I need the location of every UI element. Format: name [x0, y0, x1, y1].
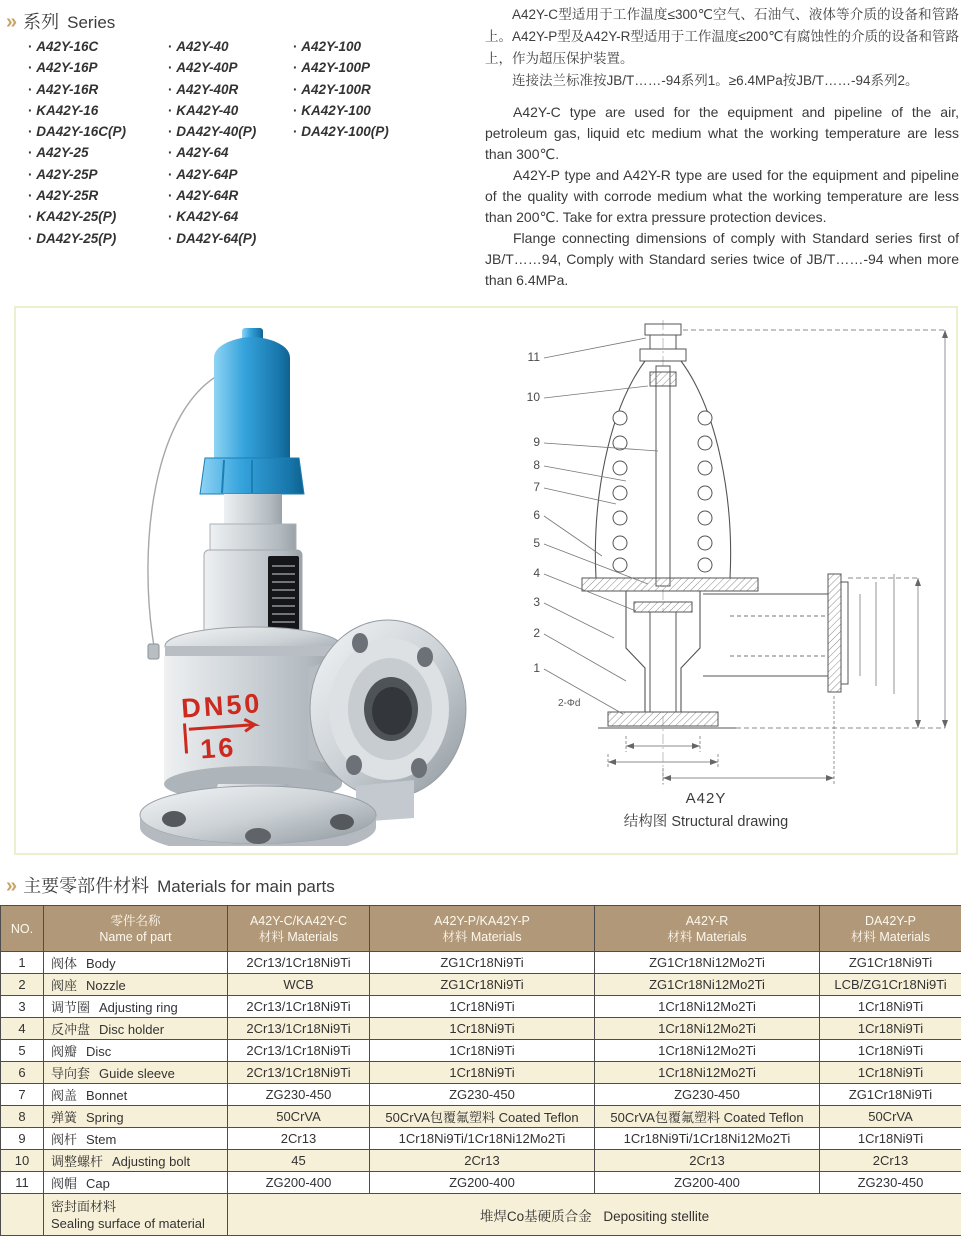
cell-name	[44, 1150, 228, 1172]
model-item: · DA42Y-64(P)	[168, 228, 256, 249]
part-name-en: Disc holder	[99, 1022, 165, 1037]
desc-en-paragraph-3: Flange connecting dimensions of comply with Standard series first of JB/T……94, Comply with Standard series twice of JB/T……-94 when more than 6.4MPa.	[485, 230, 959, 288]
callout-4: 4	[533, 566, 540, 580]
footer-value-zh: 堆焊Co基硬质合金	[479, 1208, 592, 1224]
col-header-r-model: A42Y-R	[685, 913, 729, 928]
callout-5: 5	[533, 536, 540, 550]
cell-no: 7	[1, 1084, 44, 1106]
callout-3: 3	[533, 595, 540, 609]
part-name-en: Adjusting bolt	[112, 1154, 191, 1169]
materials-header	[6, 872, 335, 898]
model-item: · A42Y-40P	[168, 57, 256, 78]
cell-material-c: ZG230-450	[228, 1084, 370, 1106]
drawing-annotation: 2-Φd	[558, 698, 581, 709]
cell-material-p: 1Cr18Ni9Ti/1Cr18Ni12Mo2Ti	[370, 1128, 595, 1150]
desc-zh-paragraph: A42Y-C型适用于工作温度≤300℃空气、石油气、液体等介质的设备和管路上。A42Y-P型及A42Y-R型适用于工作温度≤200℃有腐蚀性的介质的设备和管路上，作为超压保护装置。	[485, 7, 959, 66]
cell-material-r: ZG1Cr18Ni12Mo2Ti	[595, 952, 820, 974]
model-item: · KA42Y-40	[168, 100, 256, 121]
series-column-3	[293, 36, 389, 142]
cell-material-p: 1Cr18Ni9Ti	[370, 1040, 595, 1062]
table-row	[1, 952, 961, 974]
callout-7: 7	[533, 480, 540, 494]
cell-material-c: 45	[228, 1150, 370, 1172]
model-item: · A42Y-100P	[293, 57, 389, 78]
model-item: · A42Y-16C	[28, 36, 126, 57]
section-chevron-icon: »	[6, 875, 16, 897]
model-item: · A42Y-40R	[168, 79, 256, 100]
series-title-zh: 系列	[23, 12, 60, 32]
model-item: · KA42Y-100	[293, 100, 389, 121]
valve-photo	[56, 316, 476, 846]
model-item: · A42Y-40	[168, 36, 256, 57]
footer-label-cell	[44, 1194, 228, 1236]
callout-6: 6	[533, 508, 540, 522]
part-name-en: Cap	[86, 1176, 110, 1191]
table-row	[1, 974, 961, 996]
footer-value-cell	[228, 1194, 961, 1236]
table-row	[1, 1106, 961, 1128]
part-name-en: Disc	[86, 1044, 112, 1059]
table-footer-row	[1, 1194, 961, 1236]
col-header-p-sub: 材料 Materials	[442, 929, 522, 944]
desc-en-paragraph-1: A42Y-C type are used for the equipment and pipeline of the air, petroleum gas, liquid etc medium what the working temperature are less than 300℃.	[485, 104, 959, 162]
cell-material-da: 1Cr18Ni9Ti	[820, 1062, 961, 1084]
cell-no: 5	[1, 1040, 44, 1062]
cell-material-da: ZG1Cr18Ni9Ti	[820, 1084, 961, 1106]
part-name-zh: 阀帽	[51, 1176, 78, 1191]
part-name-en: Stem	[86, 1132, 117, 1147]
materials-title-en: Materials for main parts	[157, 877, 335, 896]
description-block	[485, 4, 959, 291]
cell-name	[44, 1018, 228, 1040]
model-item: · A42Y-64R	[168, 185, 256, 206]
col-header-name-en: Name of part	[99, 929, 172, 944]
cell-name	[44, 1128, 228, 1150]
part-name-zh: 弹簧	[51, 1110, 78, 1125]
cell-no: 4	[1, 1018, 44, 1040]
cell-material-da: 1Cr18Ni9Ti	[820, 1018, 961, 1040]
cell-no: 10	[1, 1150, 44, 1172]
cell-material-c: 2Cr13	[228, 1128, 370, 1150]
col-header-r	[595, 906, 820, 952]
cell-material-r: 2Cr13	[595, 1150, 820, 1172]
cell-material-p: 50CrVA包覆氟塑料 Coated Teflon	[370, 1106, 595, 1128]
cell-material-p: 1Cr18Ni9Ti	[370, 1062, 595, 1084]
footer-value-en: Depositing stellite	[603, 1208, 710, 1224]
cell-material-da: 1Cr18Ni9Ti	[820, 1040, 961, 1062]
col-header-p-model: A42Y-P/KA42Y-P	[434, 913, 530, 928]
footer-label-zh: 密封面材料	[51, 1198, 117, 1214]
cell-material-c: 50CrVA	[228, 1106, 370, 1128]
part-name-zh: 调节圈	[51, 1000, 91, 1015]
callout-8: 8	[533, 458, 540, 472]
cell-material-r: 50CrVA包覆氟塑料 Coated Teflon	[595, 1106, 820, 1128]
cell-no: 2	[1, 974, 44, 996]
part-name-zh: 阀体	[51, 956, 78, 971]
model-item: · DA42Y-100(P)	[293, 121, 389, 142]
materials-table	[0, 905, 961, 1236]
cell-material-r: 1Cr18Ni12Mo2Ti	[595, 996, 820, 1018]
series-title-en: Series	[67, 13, 116, 32]
figure-panel	[14, 306, 958, 855]
desc-en-paragraph-2: A42Y-P type and A42Y-R type are used for the equipment and pipeline of the quality with corrode medium what the working temperature are less than 200℃. Take for extra pressure protection devices.	[485, 167, 959, 225]
drawing-caption-zh: 结构图	[623, 814, 668, 830]
model-item: · A42Y-25R	[28, 185, 126, 206]
part-name-en: Adjusting ring	[99, 1000, 178, 1015]
table-row	[1, 1172, 961, 1194]
cell-material-r: 1Cr18Ni12Mo2Ti	[595, 1062, 820, 1084]
cell-material-p: ZG230-450	[370, 1084, 595, 1106]
cell-no: 3	[1, 996, 44, 1018]
col-header-p	[370, 906, 595, 952]
series-header	[6, 8, 115, 34]
photo-dn-text: DN50	[180, 688, 264, 724]
part-name-zh: 调整螺杆	[51, 1154, 104, 1169]
table-row	[1, 1084, 961, 1106]
cell-material-c: WCB	[228, 974, 370, 996]
materials-title-zh: 主要零部件材料	[23, 876, 150, 896]
part-name-en: Bonnet	[86, 1088, 128, 1103]
cell-material-r: 1Cr18Ni12Mo2Ti	[595, 1018, 820, 1040]
drawing-svg	[498, 316, 960, 792]
part-name-zh: 阀杆	[51, 1132, 78, 1147]
part-name-zh: 导向套	[51, 1066, 91, 1081]
cell-name	[44, 1106, 228, 1128]
model-item: · A42Y-64P	[168, 164, 256, 185]
col-header-c-model: A42Y-C/KA42Y-C	[249, 913, 348, 928]
section-chevron-icon: »	[6, 11, 16, 33]
cell-name	[44, 974, 228, 996]
col-header-da	[820, 906, 961, 952]
footer-empty-cell	[1, 1194, 44, 1236]
part-name-en: Spring	[86, 1110, 124, 1125]
callout-9: 9	[533, 435, 540, 449]
cell-material-da: 50CrVA	[820, 1106, 961, 1128]
model-item: · A42Y-25	[28, 142, 126, 163]
model-item: · KA42Y-16	[28, 100, 126, 121]
col-header-da-sub: 材料 Materials	[850, 929, 931, 944]
cell-material-da: 2Cr13	[820, 1150, 961, 1172]
cell-material-p: 1Cr18Ni9Ti	[370, 1018, 595, 1040]
cell-name	[44, 1062, 228, 1084]
table-row	[1, 1150, 961, 1172]
footer-label-en: Sealing surface of material	[51, 1215, 205, 1231]
table-row	[1, 1018, 961, 1040]
model-item: · A42Y-25P	[28, 164, 126, 185]
cell-material-c: 2Cr13/1Cr18Ni9Ti	[228, 996, 370, 1018]
table-row	[1, 1040, 961, 1062]
cell-material-p: ZG1Cr18Ni9Ti	[370, 974, 595, 996]
callout-1: 1	[533, 661, 540, 675]
col-header-name-zh: 零件名称	[110, 913, 161, 928]
callout-10: 10	[526, 390, 540, 404]
col-header-r-sub: 材料 Materials	[667, 929, 747, 944]
part-name-zh: 反冲盘	[51, 1022, 91, 1037]
model-item: · A42Y-100	[293, 36, 389, 57]
drawing-caption	[546, 790, 866, 831]
cell-material-r: ZG200-400	[595, 1172, 820, 1194]
model-item: · DA42Y-25(P)	[28, 228, 126, 249]
table-header-row	[1, 906, 961, 952]
model-item: · DA42Y-16C(P)	[28, 121, 126, 142]
cell-material-r: 1Cr18Ni12Mo2Ti	[595, 1040, 820, 1062]
part-name-en: Body	[86, 956, 116, 971]
cell-material-c: 2Cr13/1Cr18Ni9Ti	[228, 1040, 370, 1062]
cell-material-da: LCB/ZG1Cr18Ni9Ti	[820, 974, 961, 996]
cell-name	[44, 952, 228, 974]
cell-material-r: ZG1Cr18Ni12Mo2Ti	[595, 974, 820, 996]
model-item: · KA42Y-25(P)	[28, 206, 126, 227]
callout-11: 11	[527, 350, 540, 364]
cell-no: 11	[1, 1172, 44, 1194]
part-name-en: Guide sleeve	[99, 1066, 175, 1081]
cell-material-c: 2Cr13/1Cr18Ni9Ti	[228, 952, 370, 974]
cell-material-p: 2Cr13	[370, 1150, 595, 1172]
series-column-2	[168, 36, 256, 249]
cell-material-c: 2Cr13/1Cr18Ni9Ti	[228, 1018, 370, 1040]
part-name-zh: 阀盖	[51, 1088, 78, 1103]
model-item: · KA42Y-64	[168, 206, 256, 227]
col-header-no: NO.	[1, 906, 44, 952]
callout-2: 2	[533, 626, 540, 640]
cell-no: 6	[1, 1062, 44, 1084]
cell-material-c: 2Cr13/1Cr18Ni9Ti	[228, 1062, 370, 1084]
table-row	[1, 1062, 961, 1084]
cell-no: 1	[1, 952, 44, 974]
col-header-name	[44, 906, 228, 952]
part-name-en: Nozzle	[86, 978, 126, 993]
cell-material-p: ZG1Cr18Ni9Ti	[370, 952, 595, 974]
desc-zh-flange-note: 连接法兰标准按JB/T……-94系列1。≥6.4MPa按JB/T……-94系列2。	[512, 73, 919, 88]
model-item: · A42Y-64	[168, 142, 256, 163]
cell-material-c: ZG200-400	[228, 1172, 370, 1194]
structural-drawing	[498, 316, 960, 792]
model-item: · A42Y-100R	[293, 79, 389, 100]
drawing-caption-en: Structural drawing	[671, 814, 789, 830]
cell-name	[44, 1040, 228, 1062]
cell-no: 8	[1, 1106, 44, 1128]
cell-material-r: 1Cr18Ni9Ti/1Cr18Ni12Mo2Ti	[595, 1128, 820, 1150]
model-item: · A42Y-16P	[28, 57, 126, 78]
cell-name	[44, 1172, 228, 1194]
cell-no: 9	[1, 1128, 44, 1150]
cell-material-da: ZG230-450	[820, 1172, 961, 1194]
part-name-zh: 阀座	[51, 978, 78, 993]
cell-material-p: ZG200-400	[370, 1172, 595, 1194]
valve-nameplate	[268, 556, 299, 636]
table-row	[1, 996, 961, 1018]
cell-material-p: 1Cr18Ni9Ti	[370, 996, 595, 1018]
table-row	[1, 1128, 961, 1150]
cell-material-da: ZG1Cr18Ni9Ti	[820, 952, 961, 974]
cell-name	[44, 1084, 228, 1106]
col-header-c	[228, 906, 370, 952]
cell-material-r: ZG230-450	[595, 1084, 820, 1106]
model-item: · DA42Y-40(P)	[168, 121, 256, 142]
cell-material-da: 1Cr18Ni9Ti	[820, 1128, 961, 1150]
cell-material-da: 1Cr18Ni9Ti	[820, 996, 961, 1018]
model-item: · A42Y-16R	[28, 79, 126, 100]
cell-name	[44, 996, 228, 1018]
series-column-1	[28, 36, 126, 249]
drawing-model-label: A42Y	[685, 790, 727, 807]
col-header-da-model: DA42Y-P	[865, 913, 916, 928]
col-header-c-sub: 材料 Materials	[258, 929, 339, 944]
part-name-zh: 阀瓣	[51, 1044, 78, 1059]
photo-pn-text: 16	[199, 731, 238, 765]
